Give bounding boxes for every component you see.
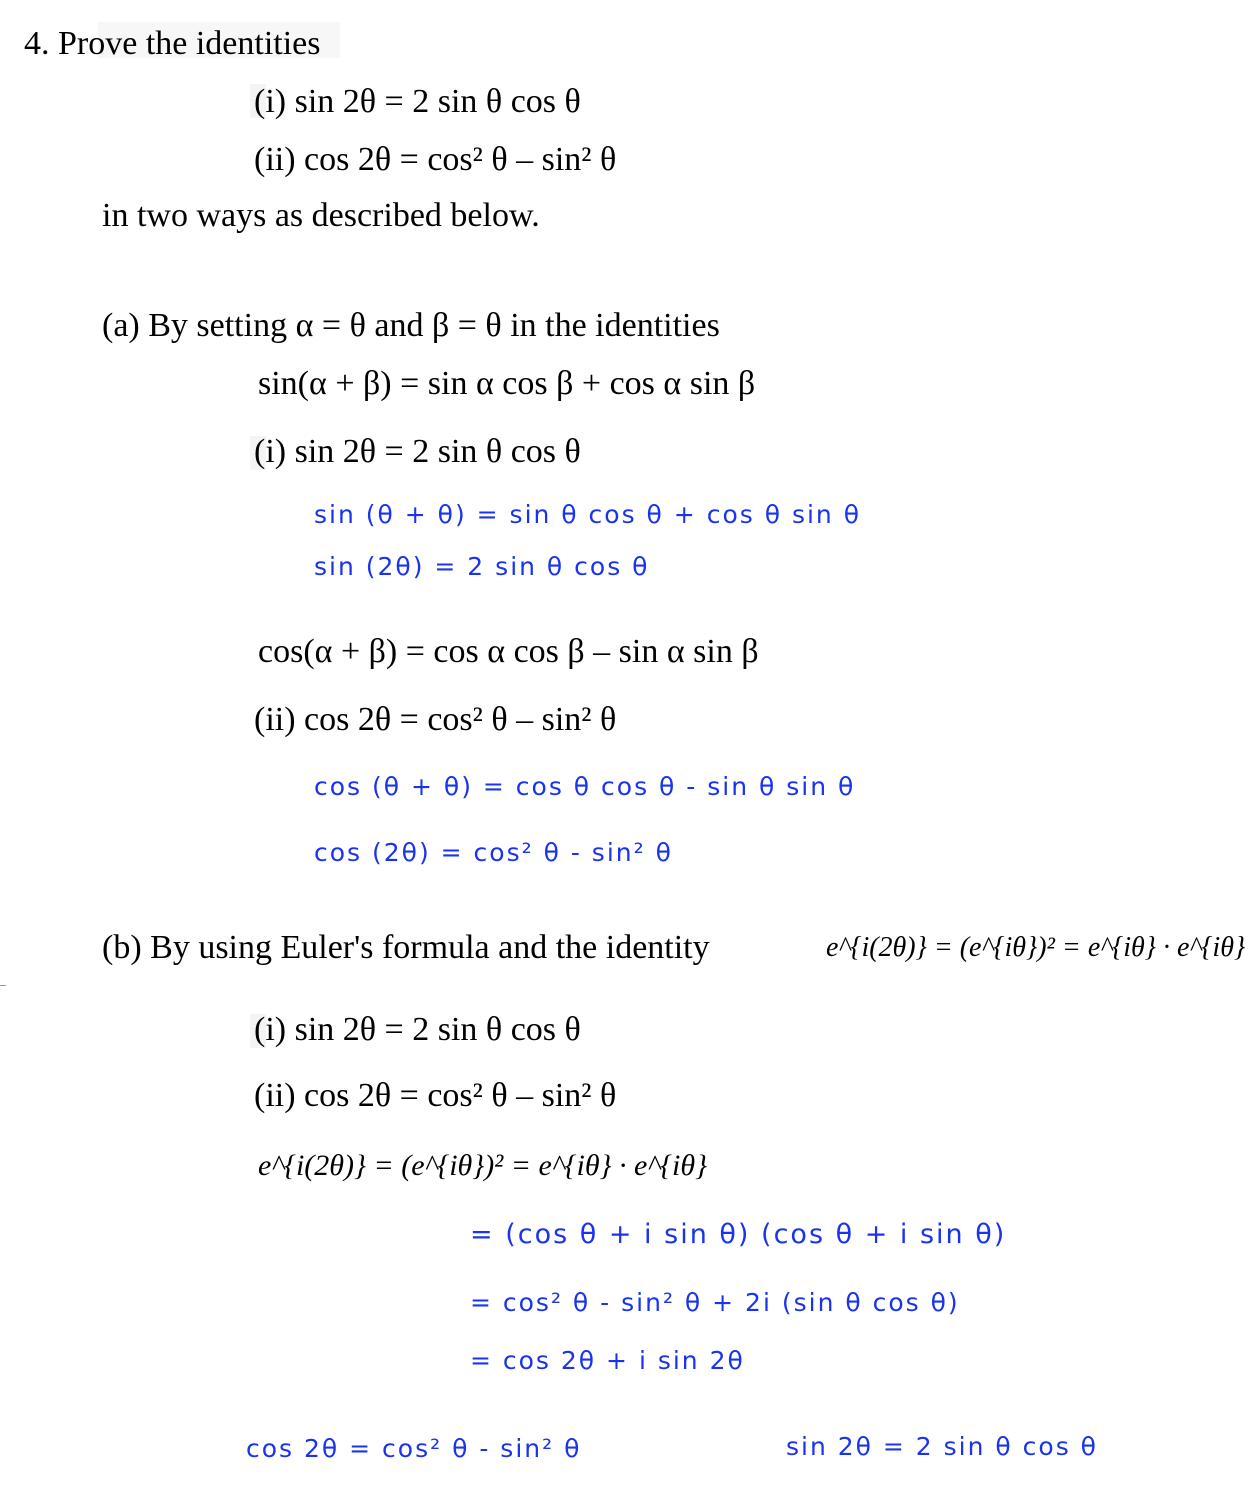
- part-a-item-i: (i) sin 2θ = 2 sin θ cos θ: [254, 433, 581, 470]
- handwritten-line: cos (2θ) = cos² θ - sin² θ: [314, 838, 673, 867]
- edge-mark: [0, 985, 6, 986]
- handwritten-line: = (cos θ + i sin θ) (cos θ + i sin θ): [470, 1219, 1007, 1250]
- handwritten-line: = cos 2θ + i sin 2θ: [470, 1346, 745, 1375]
- part-a-item-ii: (ii) cos 2θ = cos² θ – sin² θ: [254, 701, 617, 738]
- part-b-item-ii: (ii) cos 2θ = cos² θ – sin² θ: [254, 1077, 617, 1114]
- part-b-heading: (b) By using Euler's formula and the identity: [102, 929, 710, 966]
- problem-closing: in two ways as described below.: [102, 197, 540, 234]
- cos-sum-identity: cos(α + β) = cos α cos β – sin α sin β: [258, 633, 759, 670]
- part-b-item-i: (i) sin 2θ = 2 sin θ cos θ: [254, 1011, 581, 1048]
- handwritten-line: sin (2θ) = 2 sin θ cos θ: [314, 552, 650, 581]
- identity-ii: (ii) cos 2θ = cos² θ – sin² θ: [254, 141, 617, 178]
- part-a-heading: (a) By setting α = θ and β = θ in the identities: [102, 307, 720, 344]
- problem-title: 4. Prove the identities: [24, 25, 321, 62]
- handwritten-line: cos (θ + θ) = cos θ cos θ - sin θ sin θ: [314, 772, 856, 801]
- handwritten-conclusion-sin: sin 2θ = 2 sin θ cos θ: [786, 1432, 1098, 1461]
- identity-i: (i) sin 2θ = 2 sin θ cos θ: [254, 83, 581, 120]
- euler-identity: e^{i(2θ)} = (e^{iθ})² = e^{iθ} · e^{iθ}: [826, 932, 1245, 963]
- euler-line: e^{i(2θ)} = (e^{iθ})² = e^{iθ} · e^{iθ}: [258, 1149, 708, 1182]
- handwritten-line: sin (θ + θ) = sin θ cos θ + cos θ sin θ: [314, 500, 862, 529]
- sin-sum-identity: sin(α + β) = sin α cos β + cos α sin β: [258, 365, 756, 402]
- handwritten-line: = cos² θ - sin² θ + 2i (sin θ cos θ): [470, 1288, 960, 1317]
- handwritten-conclusion-cos: cos 2θ = cos² θ - sin² θ: [246, 1434, 582, 1463]
